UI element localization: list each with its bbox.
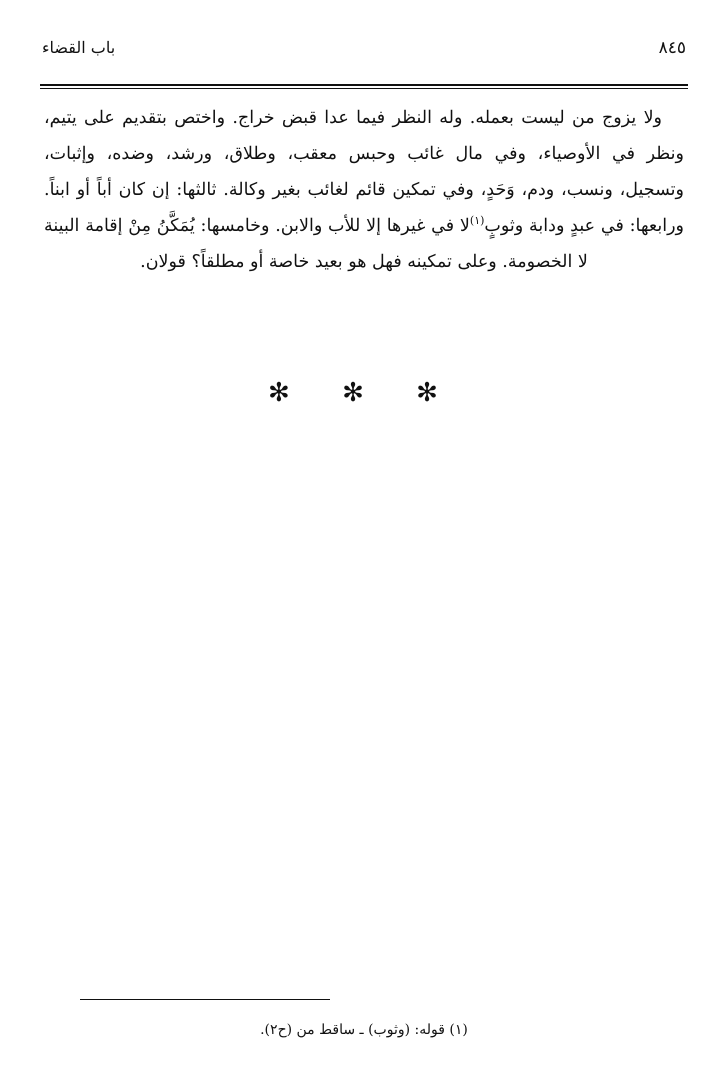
- page-number: ٨٤٥: [658, 38, 686, 58]
- chapter-title: باب القضاء: [42, 38, 116, 57]
- body-paragraph-part-1: ولا يزوج من ليست بعمله. وله النظر فيما عدا قبض خراج. واختص بتقديم على يتيم، ونظر في الأوصياء، وفي مال غائب وحبس معقب، وطلاق، ورشد، وضده، وإثبات، وتسجيل، ونسب، ودم، وَحَدٍ، وفي تمكين قائم لغائب بغير وكالة. ثالثها: إن كان أباً أو ابناً. ورابعها: في عبدٍ ودابة وثوبٍ: [44, 108, 684, 236]
- body-paragraph: [44, 100, 684, 280]
- body-text-block: [44, 100, 684, 280]
- footnote-reference-marker: (١): [469, 214, 485, 228]
- page-header: [42, 38, 686, 66]
- footnote-item: (١) قوله: (وثوب) ـ ساقط من (ح٢).: [260, 1022, 468, 1038]
- body-paragraph-part-2: لا في غيرها إلا للأب والابن. وخامسها: يُمَكَّنُ مِنْ إقامة البينة لا الخصومة. وعلى تمكينه فهل هو بعيد خاصة أو مطلقاً؟ قولان.: [44, 216, 588, 272]
- footnotes-block: [44, 1018, 684, 1042]
- header-divider-rule: [40, 84, 688, 89]
- page-header-row: [42, 38, 686, 58]
- footnote-divider-rule: [80, 999, 330, 1000]
- section-ornament: ✻ ✻ ✻: [268, 378, 460, 408]
